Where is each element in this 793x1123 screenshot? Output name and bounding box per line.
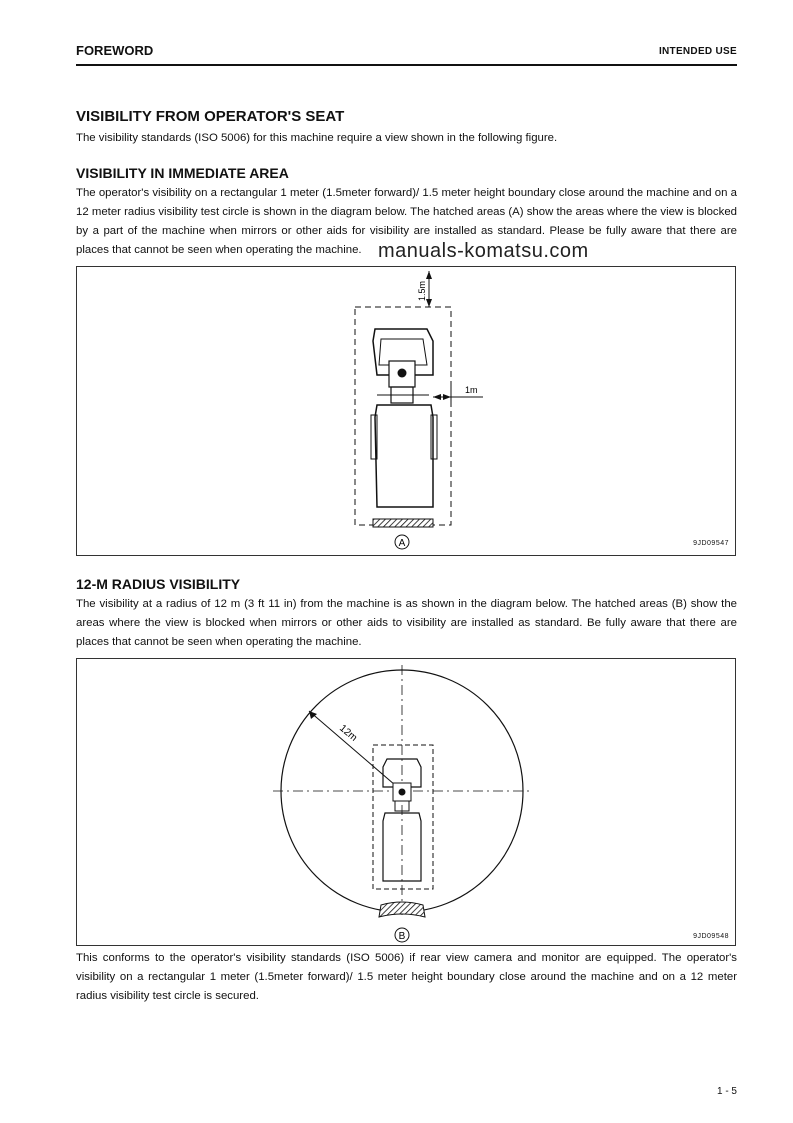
watermark: manuals-komatsu.com — [378, 240, 589, 262]
machine-rear-frame — [375, 405, 433, 507]
page-number: 1 - 5 — [716, 1086, 737, 1097]
header-chapter: INTENDED USE — [658, 46, 737, 57]
boundary-rectangle-2 — [373, 745, 433, 889]
operator-seat-point-2 — [399, 789, 406, 796]
conformity-paragraph: This conforms to the operator's visibility standards (ISO 5006) if rear view camera and monitor are equipped. The operator's visibility on a rectangular 1 meter (1.5meter forward)/ 1.5 meter height boundary close around the machine and on a 12 meter radius visibility test circle is secured. — [76, 952, 737, 1002]
dim-front-label: 1.5m — [417, 280, 427, 301]
area-a-label: A — [398, 538, 406, 549]
immediate-area-heading: VISIBILITY IN IMMEDIATE AREA — [76, 165, 289, 181]
immediate-area-diagram — [77, 267, 737, 557]
immediate-area-paragraph: The operator's visibility on a rectangular 1 meter (1.5meter forward)/ 1.5 meter height boundary close around the machine and on a 12 meter radius visibility test circle is shown in the diagram below. The hatched areas (A) show the areas where the view is blocked by a part of the machine when mirrors or other aids for visibility are installed as standard. Please be fully aware that there are places that cannot be seen when operating the machine. — [76, 187, 737, 256]
page-title: VISIBILITY FROM OPERATOR'S SEAT — [76, 108, 345, 125]
hatched-area-a — [373, 519, 433, 527]
radius-visibility-diagram — [77, 659, 737, 947]
header-section: FOREWORD — [76, 43, 154, 58]
operator-seat-point — [398, 369, 407, 378]
figure-radius-visibility — [76, 658, 736, 946]
dim-radius-label: 12m — [337, 722, 360, 744]
figure-immediate-area — [76, 266, 736, 556]
radius-visibility-heading: 12-M RADIUS VISIBILITY — [76, 576, 241, 592]
header-rule — [76, 64, 737, 66]
figure2-id: 9JD09548 — [693, 933, 729, 940]
figure1-id: 9JD09547 — [693, 540, 729, 547]
radius-visibility-paragraph: The visibility at a radius of 12 m (3 ft 11 in) from the machine is as shown in the diagram below. The hatched areas (B) show the areas where the view is blocked when mirrors or other aids to visibility are installed as standard. Be fully aware that there are places that cannot be seen when operating the machine. — [76, 598, 737, 648]
radius-line — [309, 711, 402, 791]
dim-side-label: 1m — [465, 385, 478, 395]
intro-paragraph: The visibility standards (ISO 5006) for this machine require a view shown in the following figure. — [76, 132, 558, 144]
area-b-label: B — [398, 931, 406, 942]
